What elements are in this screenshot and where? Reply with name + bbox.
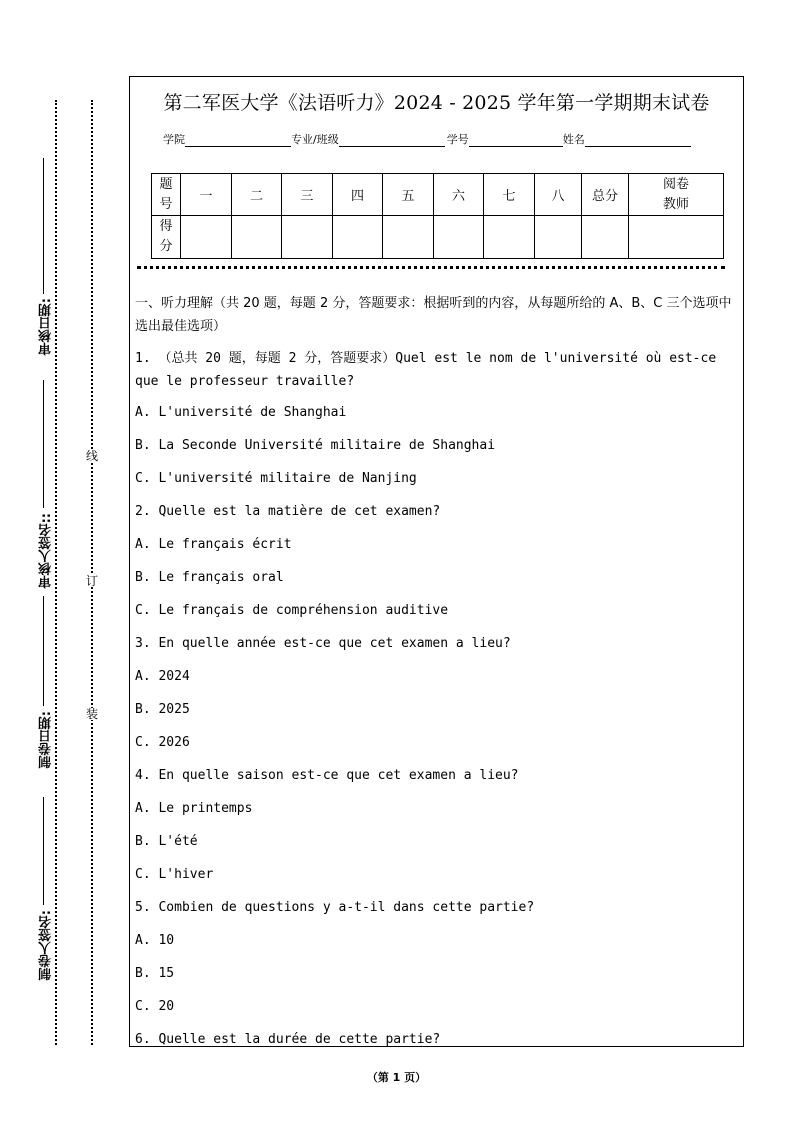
major-class-field[interactable]	[339, 135, 445, 147]
college-label: 学院	[163, 133, 185, 146]
score-row-header: 得 分	[152, 216, 181, 259]
question-4-option-b[interactable]: B. L'été	[135, 834, 198, 849]
col-header-3: 三	[282, 174, 333, 216]
question-1-stem: 1. （总共 20 题，每题 2 分，答题要求）Quel est le nom de l'université où est-ce que le professeur travaille?	[135, 351, 717, 389]
score-cell-1[interactable]	[181, 216, 232, 259]
compile-date-line	[43, 596, 44, 706]
question-6-stem: 6. Quelle est la durée de cette partie?	[135, 1032, 441, 1047]
section-intro: 一、听力理解（共 20 题，每题 2 分，答题要求：根据听到的内容，从每题所给的 A、B、C 三个选项中选出最佳选项）	[135, 296, 732, 334]
question-3-stem: 3. En quelle année est-ce que cet examen a lieu?	[135, 636, 511, 651]
score-cell-6[interactable]	[434, 216, 484, 259]
score-cell-5[interactable]	[383, 216, 434, 259]
col-header-6: 六	[434, 174, 484, 216]
col-header-2: 二	[232, 174, 282, 216]
col-header-5: 五	[383, 174, 434, 216]
binding-char-staple: 订	[86, 574, 99, 588]
header-separator	[137, 266, 725, 269]
question-4-option-c[interactable]: C. L'hiver	[135, 867, 214, 882]
student-id-label: 学号	[446, 133, 469, 146]
col-header-4: 四	[333, 174, 383, 216]
score-cell-2[interactable]	[232, 216, 282, 259]
col-header-total: 总分	[582, 174, 629, 216]
col-header-7: 七	[484, 174, 535, 216]
listening-section	[135, 292, 741, 1062]
college-field[interactable]	[185, 135, 291, 147]
binding-char-bind: 装	[86, 707, 99, 721]
col-header-8: 八	[535, 174, 582, 216]
question-1-option-a[interactable]: A. L'université de Shanghai	[135, 405, 347, 420]
question-5-stem: 5. Combien de questions y a-t-il dans cette partie?	[135, 900, 535, 915]
question-4-option-a[interactable]: A. Le printemps	[135, 801, 253, 816]
review-date-line	[43, 158, 44, 294]
question-5-option-a[interactable]: A. 10	[135, 933, 175, 948]
question-2-stem: 2. Quelle est la matière de cet examen?	[135, 504, 441, 519]
question-1-option-c[interactable]: C. L'université militaire de Nanjing	[135, 471, 417, 486]
col-header-1: 一	[181, 174, 232, 216]
reviewer-header: 阅卷 教师	[629, 174, 724, 216]
score-cell-8[interactable]	[535, 216, 582, 259]
margin-dotted-line	[55, 100, 57, 1045]
reviewer-signature-line	[43, 380, 44, 508]
name-field[interactable]	[585, 135, 691, 147]
question-3-option-a[interactable]: A. 2024	[135, 669, 190, 684]
question-5-option-b[interactable]: B. 15	[135, 966, 175, 981]
score-cell-total[interactable]	[582, 216, 629, 259]
question-4-stem: 4. En quelle saison est-ce que cet examen a lieu?	[135, 768, 519, 783]
score-cell-reviewer[interactable]	[629, 216, 724, 259]
binding-char-line: 线	[86, 449, 99, 463]
question-5-option-c[interactable]: C. 20	[135, 999, 175, 1014]
question-2-option-b[interactable]: B. Le français oral	[135, 570, 284, 585]
question-number-header: 题 号	[152, 174, 181, 216]
exam-title: 第二军医大学《法语听力》2024 - 2025 学年第一学期期末试卷	[163, 92, 710, 114]
score-table	[151, 173, 724, 259]
binding-line	[91, 100, 93, 1045]
student-id-field[interactable]	[469, 135, 563, 147]
question-3-option-b[interactable]: B. 2025	[135, 702, 190, 717]
compile-date-label: 制卷日期:	[39, 711, 54, 769]
score-cell-3[interactable]	[282, 216, 333, 259]
question-2-option-c[interactable]: C. Le français de compréhension auditive	[135, 603, 449, 618]
score-cell-7[interactable]	[484, 216, 535, 259]
reviewer-signature-label: 审核人签名::	[39, 513, 54, 589]
student-info-row	[163, 131, 723, 147]
page-number: （第 1 页）	[366, 1071, 427, 1084]
score-cell-4[interactable]	[333, 216, 383, 259]
major-class-label: 专业/班级	[291, 133, 339, 146]
question-3-option-c[interactable]: C. 2026	[135, 735, 190, 750]
compiler-signature-line	[43, 797, 44, 905]
question-2-option-a[interactable]: A. Le français écrit	[135, 537, 292, 552]
compiler-signature-label: 制卷人签名:	[39, 910, 54, 981]
question-1-option-b[interactable]: B. La Seconde Université militaire de Shanghai	[135, 438, 496, 453]
name-label: 姓名	[562, 133, 585, 146]
review-date-label: 审核日期:	[39, 298, 54, 356]
